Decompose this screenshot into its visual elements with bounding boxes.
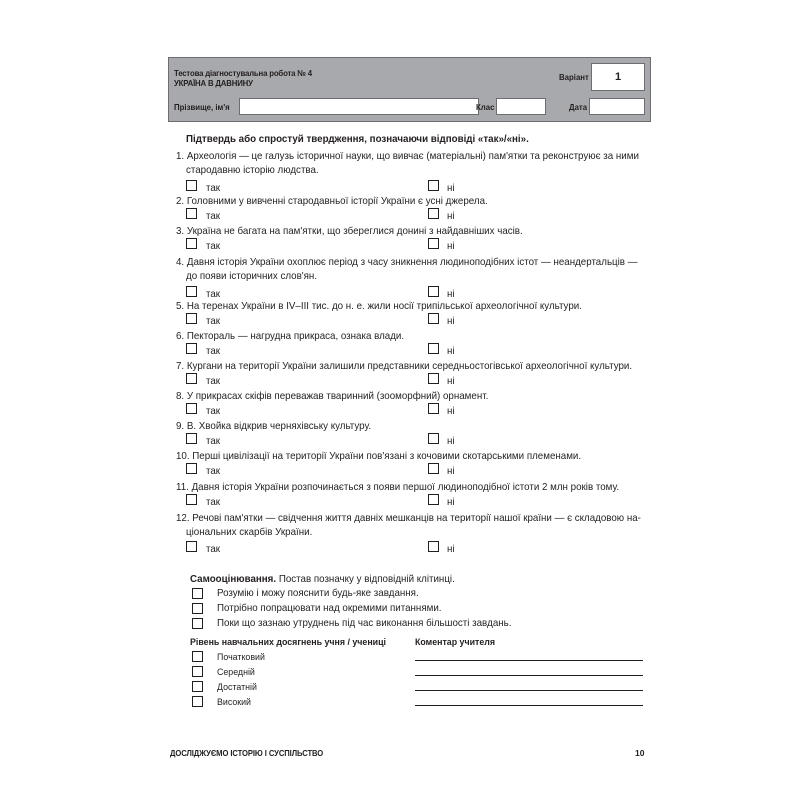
answer-yes-label: так	[206, 182, 221, 194]
answer-no-label: ні	[447, 465, 455, 477]
question-text: 2. Головними у вивченні стародавньої історії України є усні джерела.	[176, 195, 488, 207]
instruction: Підтвердь або спростуй твердження, позначаючи відповіді «так»/«ні».	[186, 133, 529, 145]
answer-yes-label: так	[206, 496, 221, 508]
answer-yes-checkbox[interactable]	[186, 313, 197, 324]
self-assessment-option: Поки що зазнаю утруднень під час виконання більшості завдань.	[217, 617, 512, 629]
answer-yes-checkbox[interactable]	[186, 343, 197, 354]
answer-no-checkbox[interactable]	[428, 373, 439, 384]
answer-yes-checkbox[interactable]	[186, 238, 197, 249]
answer-no-label: ні	[447, 315, 455, 327]
answer-no-checkbox[interactable]	[428, 433, 439, 444]
comment-line-1[interactable]	[415, 660, 643, 661]
comment-heading: Коментар учителя	[415, 637, 496, 648]
answer-no-label: ні	[447, 240, 455, 252]
answer-yes-checkbox[interactable]	[186, 463, 197, 474]
question-text: 4. Давня історія України охоплює період з часу зникнення людиноподібних істот — неандертальців —	[176, 256, 638, 268]
book-title: ДОСЛІДЖУЄМО ІСТОРІЮ І СУСПІЛЬСТВО	[170, 748, 324, 758]
level-checkbox[interactable]	[192, 666, 203, 677]
question-text: 5. На теренах України в IV–III тис. до н. е. жили носії трипільської археологічної культури.	[176, 300, 582, 312]
comment-line-2[interactable]	[415, 675, 643, 676]
answer-no-label: ні	[447, 405, 455, 417]
answer-yes-label: так	[206, 240, 221, 252]
answer-yes-label: так	[206, 210, 221, 222]
self-assessment-checkbox[interactable]	[192, 603, 203, 614]
answer-no-label: ні	[447, 496, 455, 508]
answer-yes-checkbox[interactable]	[186, 403, 197, 414]
question-text: 3. Україна не багата на пам'ятки, що збереглися донині з найдавніших часів.	[176, 225, 523, 237]
variant-label: Варіант	[559, 72, 589, 82]
answer-no-label: ні	[447, 345, 455, 357]
answer-no-checkbox[interactable]	[428, 463, 439, 474]
answer-no-checkbox[interactable]	[428, 238, 439, 249]
answer-no-checkbox[interactable]	[428, 403, 439, 414]
variant-value: 1	[614, 71, 622, 83]
level-checkbox[interactable]	[192, 651, 203, 662]
self-assessment-instruction: Постав позначку у відповідній клітинці.	[278, 573, 455, 585]
answer-no-checkbox[interactable]	[428, 208, 439, 219]
answer-yes-label: так	[206, 315, 221, 327]
self-assessment-checkbox[interactable]	[192, 588, 203, 599]
answer-yes-checkbox[interactable]	[186, 180, 197, 191]
answer-yes-label: так	[206, 435, 221, 447]
class-label: Клас	[476, 102, 495, 112]
self-assessment-option: Розумію і можу пояснити будь-яке завдання.	[217, 587, 419, 599]
level-label: Достатній	[217, 682, 257, 693]
level-label: Середній	[217, 667, 255, 678]
answer-yes-label: так	[206, 375, 221, 387]
answer-yes-label: так	[206, 405, 221, 417]
question-text: 1. Археологія — це галузь історичної науки, що вивчає (матеріальні) пам'ятки та реконструює за ними	[176, 150, 639, 162]
answer-no-checkbox[interactable]	[428, 494, 439, 505]
answer-yes-label: так	[206, 543, 221, 555]
worksheet-topic: УКРАЇНА В ДАВНИНУ	[174, 78, 253, 88]
answer-no-checkbox[interactable]	[428, 313, 439, 324]
self-assessment-checkbox[interactable]	[192, 618, 203, 629]
answer-no-label: ні	[447, 182, 455, 194]
answer-no-label: ні	[447, 543, 455, 555]
question-text: 9. В. Хвойка відкрив черняхівську культуру.	[176, 420, 372, 432]
question-text-continued: до появи історичних слов'ян.	[186, 270, 318, 282]
question-text-continued: стародавню історію людства.	[186, 164, 319, 176]
page-number: 10	[635, 748, 645, 758]
answer-yes-checkbox[interactable]	[186, 208, 197, 219]
comment-line-4[interactable]	[415, 705, 643, 706]
answer-yes-checkbox[interactable]	[186, 494, 197, 505]
question-text: 11. Давня історія України розпочинається з появи першої людиноподібної істоти 2 млн років тому.	[176, 481, 620, 493]
answer-yes-label: так	[206, 465, 221, 477]
answer-yes-checkbox[interactable]	[186, 286, 197, 297]
question-text: 7. Кургани на території України залишили представники середньостогівської археологічної культури.	[176, 360, 633, 372]
answer-no-label: ні	[447, 210, 455, 222]
name-label: Прізвище, ім'я	[174, 102, 230, 112]
answer-yes-label: так	[206, 345, 221, 357]
answer-no-checkbox[interactable]	[428, 541, 439, 552]
question-text: 6. Пектораль — нагрудна прикраса, ознака влади.	[176, 330, 405, 342]
answer-yes-checkbox[interactable]	[186, 373, 197, 384]
self-assessment-heading	[190, 573, 455, 586]
level-label: Початковий	[217, 652, 265, 663]
date-label: Дата	[569, 102, 588, 112]
level-checkbox[interactable]	[192, 696, 203, 707]
answer-no-checkbox[interactable]	[428, 286, 439, 297]
achievement-heading: Рівень навчальних досягнень учня / учениці	[190, 637, 386, 648]
comment-line-3[interactable]	[415, 690, 643, 691]
question-text-continued: ціональних скарбів України.	[186, 526, 313, 538]
answer-no-checkbox[interactable]	[428, 343, 439, 354]
answer-no-label: ні	[447, 375, 455, 387]
self-assessment-option: Потрібно попрацювати над окремими питаннями.	[217, 602, 442, 614]
answer-yes-label: так	[206, 288, 221, 300]
answer-yes-checkbox[interactable]	[186, 541, 197, 552]
answer-no-label: ні	[447, 435, 455, 447]
answer-no-checkbox[interactable]	[428, 180, 439, 191]
question-text: 8. У прикрасах скіфів переважав тваринний (зооморфний) орнамент.	[176, 390, 489, 402]
question-text: 10. Перші цивілізації на території України пов'язані з кочовими скотарськими племенами.	[176, 450, 582, 462]
self-assessment-title: Самооцінювання.	[190, 573, 277, 585]
level-label: Високий	[217, 697, 252, 708]
answer-no-label: ні	[447, 288, 455, 300]
answer-yes-checkbox[interactable]	[186, 433, 197, 444]
worksheet-title: Тестова діагностувальна робота № 4	[174, 68, 312, 78]
question-text: 12. Речові пам'ятки — свідчення життя давніх мешканців на території нашої країни — є складовою на-	[176, 512, 641, 524]
level-checkbox[interactable]	[192, 681, 203, 692]
